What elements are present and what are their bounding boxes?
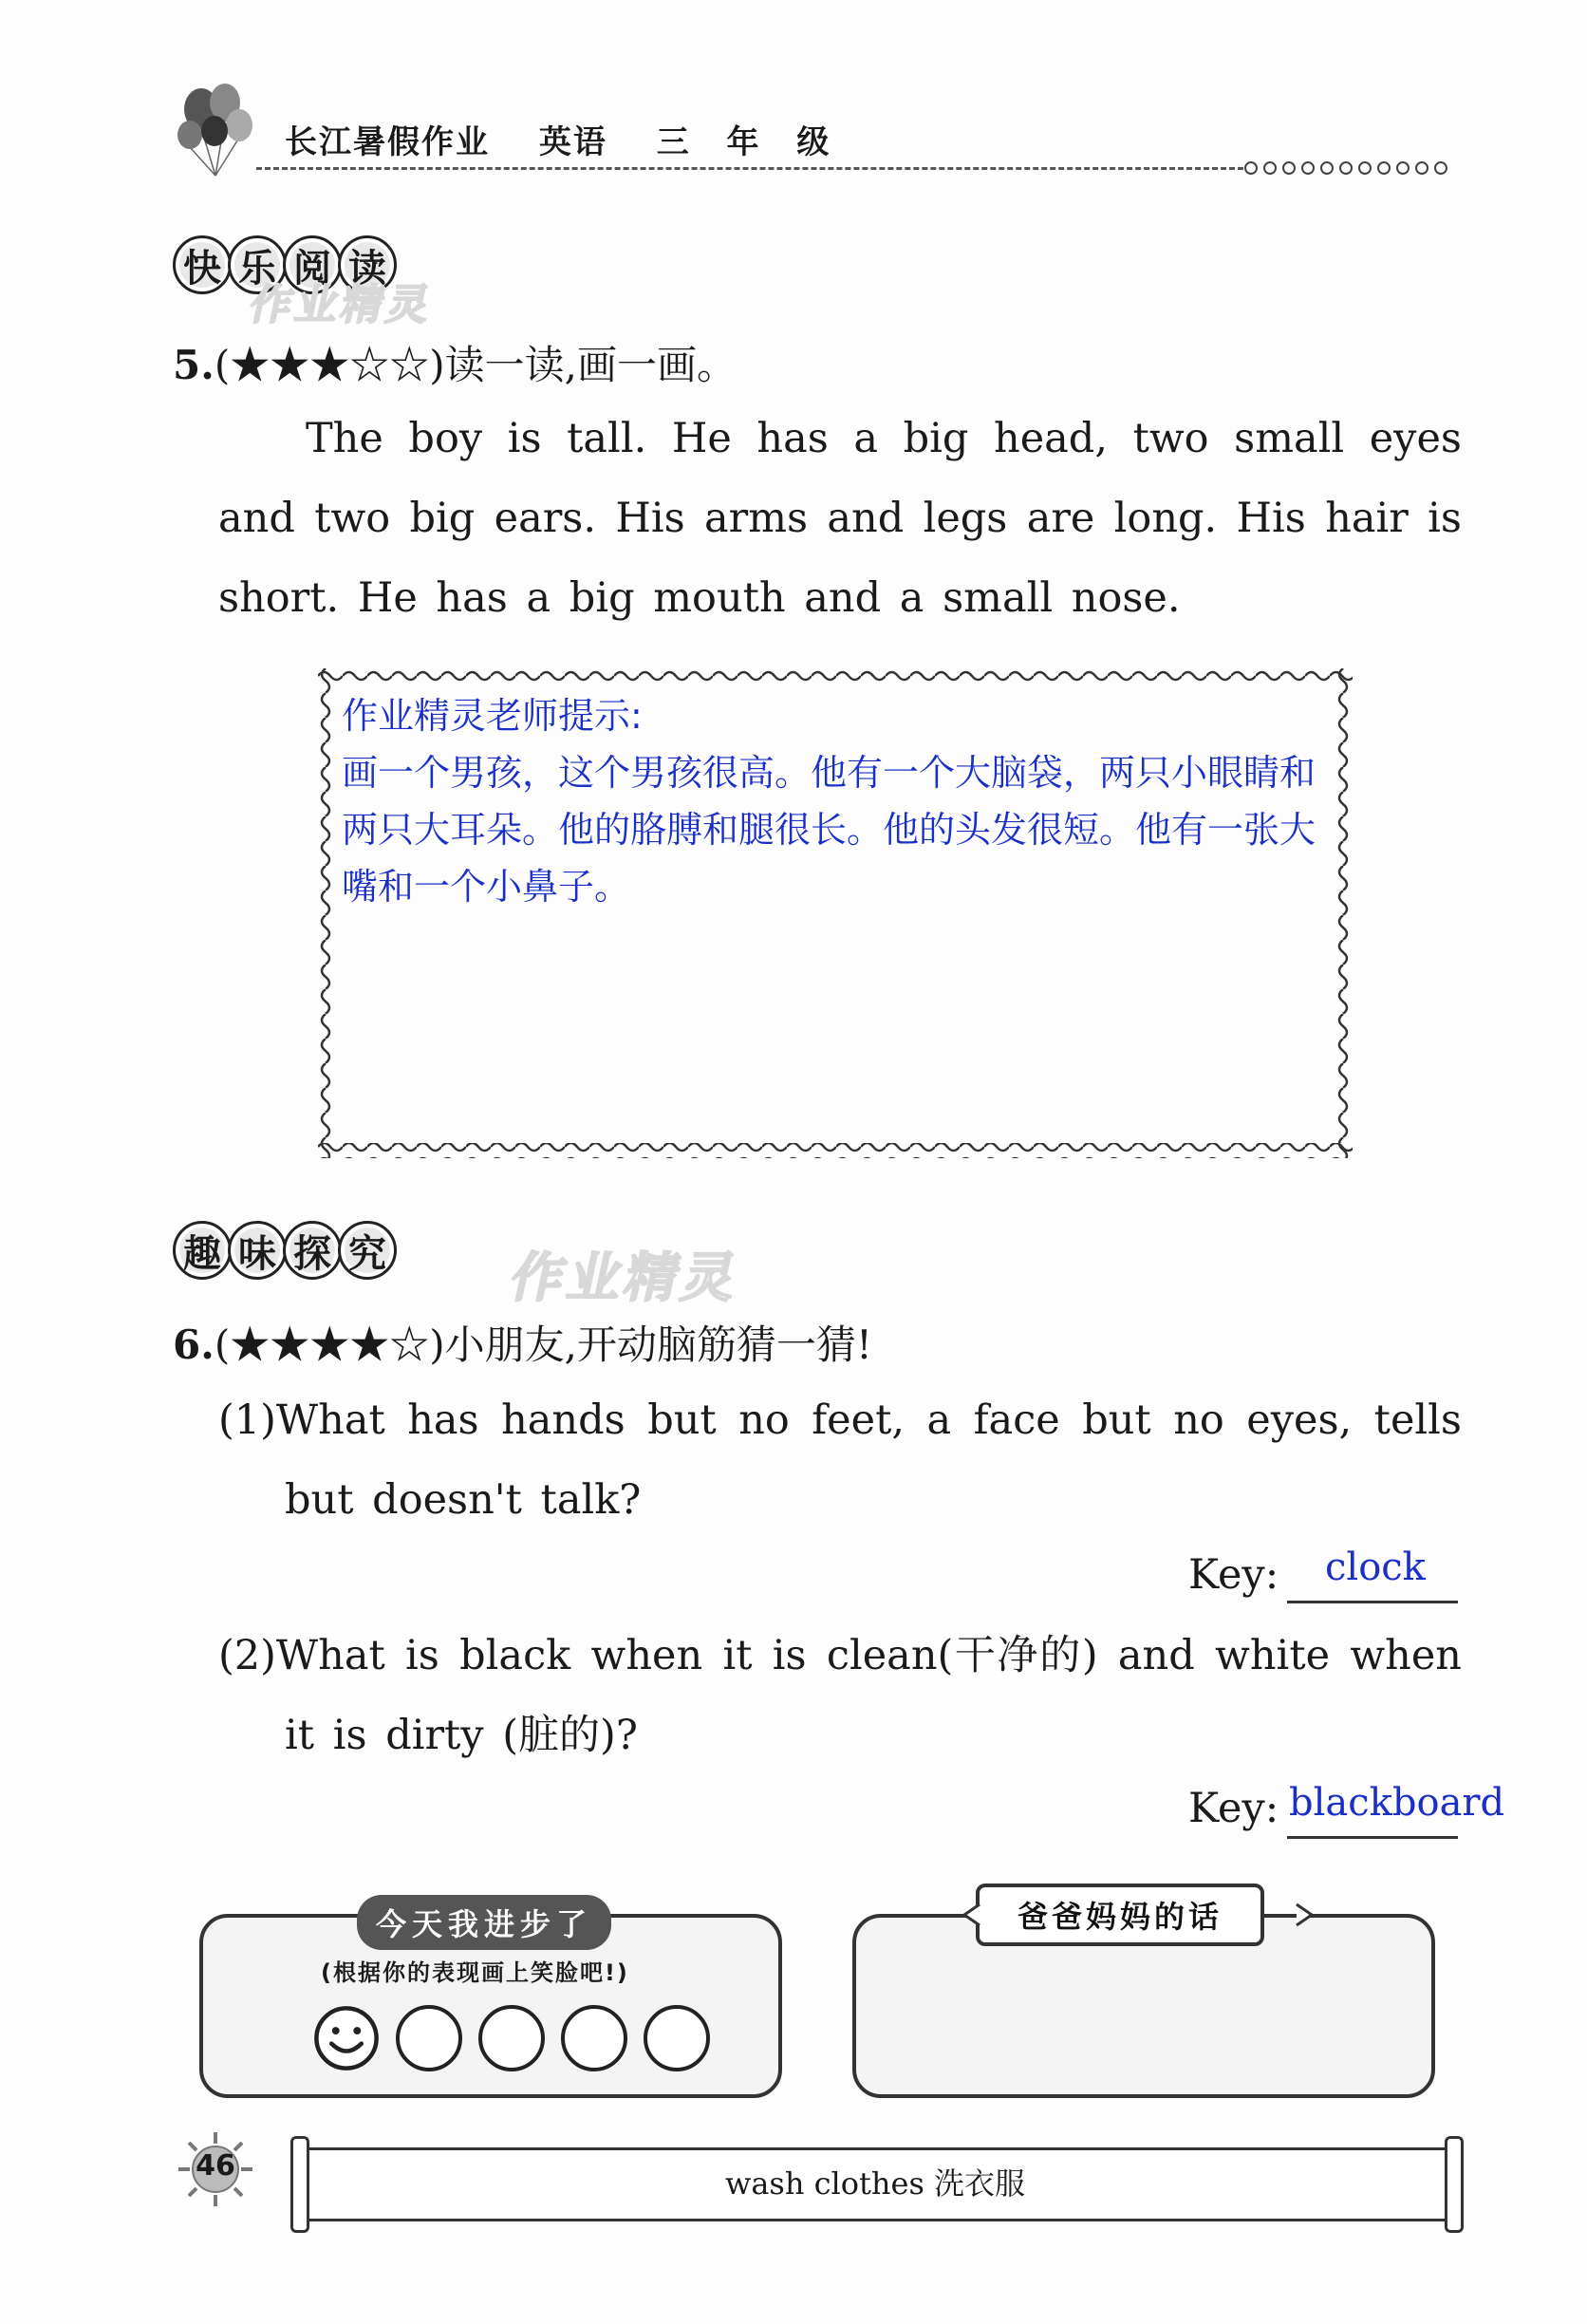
hint-title: 作业精灵老师提示: — [342, 695, 643, 737]
header-grade: 三 年 级 — [656, 123, 843, 161]
answer-1: clock — [1325, 1546, 1426, 1589]
smiley-face-icon[interactable] — [313, 2005, 380, 2071]
watermark: 作业精灵 — [245, 281, 439, 329]
key-label: Key: — [1188, 1551, 1279, 1599]
badge-char: 究 — [338, 1221, 397, 1280]
question-instruction: 读一读,画一画。 — [444, 342, 737, 388]
section-badge-fun-explore — [173, 1213, 393, 1287]
question-6-heading — [173, 1314, 872, 1371]
riddle-question: What has hands but no feet, a face but no eyes, tells but doesn't talk? — [275, 1396, 1462, 1524]
progress-note: (根据你的表现画上笑脸吧!) — [321, 1959, 629, 1986]
question-number: 5. — [173, 342, 215, 388]
watermark: 作业精灵 — [505, 1247, 746, 1309]
badge-char: 味 — [228, 1221, 287, 1280]
empty-face-circle[interactable] — [478, 2005, 545, 2071]
progress-tag: 今天我进步了 — [357, 1895, 611, 1950]
question-5-heading — [173, 334, 737, 391]
balloons-icon — [173, 76, 258, 180]
riddle-2 — [218, 1616, 1462, 1775]
page-number: 46 — [196, 2149, 235, 2183]
header-divider — [256, 167, 1243, 170]
empty-face-circle[interactable] — [644, 2005, 710, 2071]
header-series: 长江暑假作业 — [285, 123, 490, 161]
key-label: Key: — [1188, 1785, 1279, 1832]
answer-2: blackboard — [1289, 1781, 1505, 1825]
hint-body: 画一个男孩，这个男孩很高。他有一个大脑袋，两只小眼睛和两只大耳朵。他的胳膊和腿很长。他的头发很短。他有一张大嘴和一个小鼻子。 — [342, 752, 1316, 908]
reading-passage: The boy is tall. He has a big head, two small eyes and two big ears. His arms and legs are long. His hair is short. He has a big mouth and a small nose. — [218, 415, 1462, 622]
header-subject: 英语 — [538, 123, 607, 161]
smiley-row — [313, 2005, 721, 2075]
hint-content — [342, 687, 1338, 915]
footer-vocab: wash clothes 洗衣服 — [724, 2165, 1026, 2202]
scroll-end-icon — [961, 1902, 981, 1927]
riddle-1 — [218, 1380, 1462, 1540]
difficulty-stars: (★★★☆☆) — [214, 342, 445, 388]
riddle-number: (1) — [218, 1396, 276, 1444]
empty-face-circle[interactable] — [396, 2005, 462, 2071]
question-number: 6. — [173, 1321, 215, 1368]
riddle-number: (2) — [218, 1632, 276, 1679]
parents-tag: 爸爸妈妈的话 — [976, 1884, 1264, 1946]
badge-char: 快 — [173, 235, 232, 294]
riddle-question: What is black when it is clean(干净的) and white when it is dirty (脏的)? — [275, 1632, 1462, 1759]
badge-char: 乐 — [228, 235, 287, 294]
empty-face-circle[interactable] — [561, 2005, 627, 2071]
difficulty-stars: (★★★★☆) — [214, 1321, 445, 1368]
scroll-end-icon — [1295, 1902, 1316, 1927]
running-header — [285, 116, 878, 162]
question-instruction: 小朋友,开动脑筋猜一猜! — [444, 1321, 872, 1368]
badge-char: 探 — [283, 1221, 342, 1280]
header-dots-ornament — [1243, 158, 1462, 178]
badge-char: 读 — [338, 235, 397, 294]
badge-char: 趣 — [173, 1221, 232, 1280]
badge-char: 阅 — [283, 235, 342, 294]
